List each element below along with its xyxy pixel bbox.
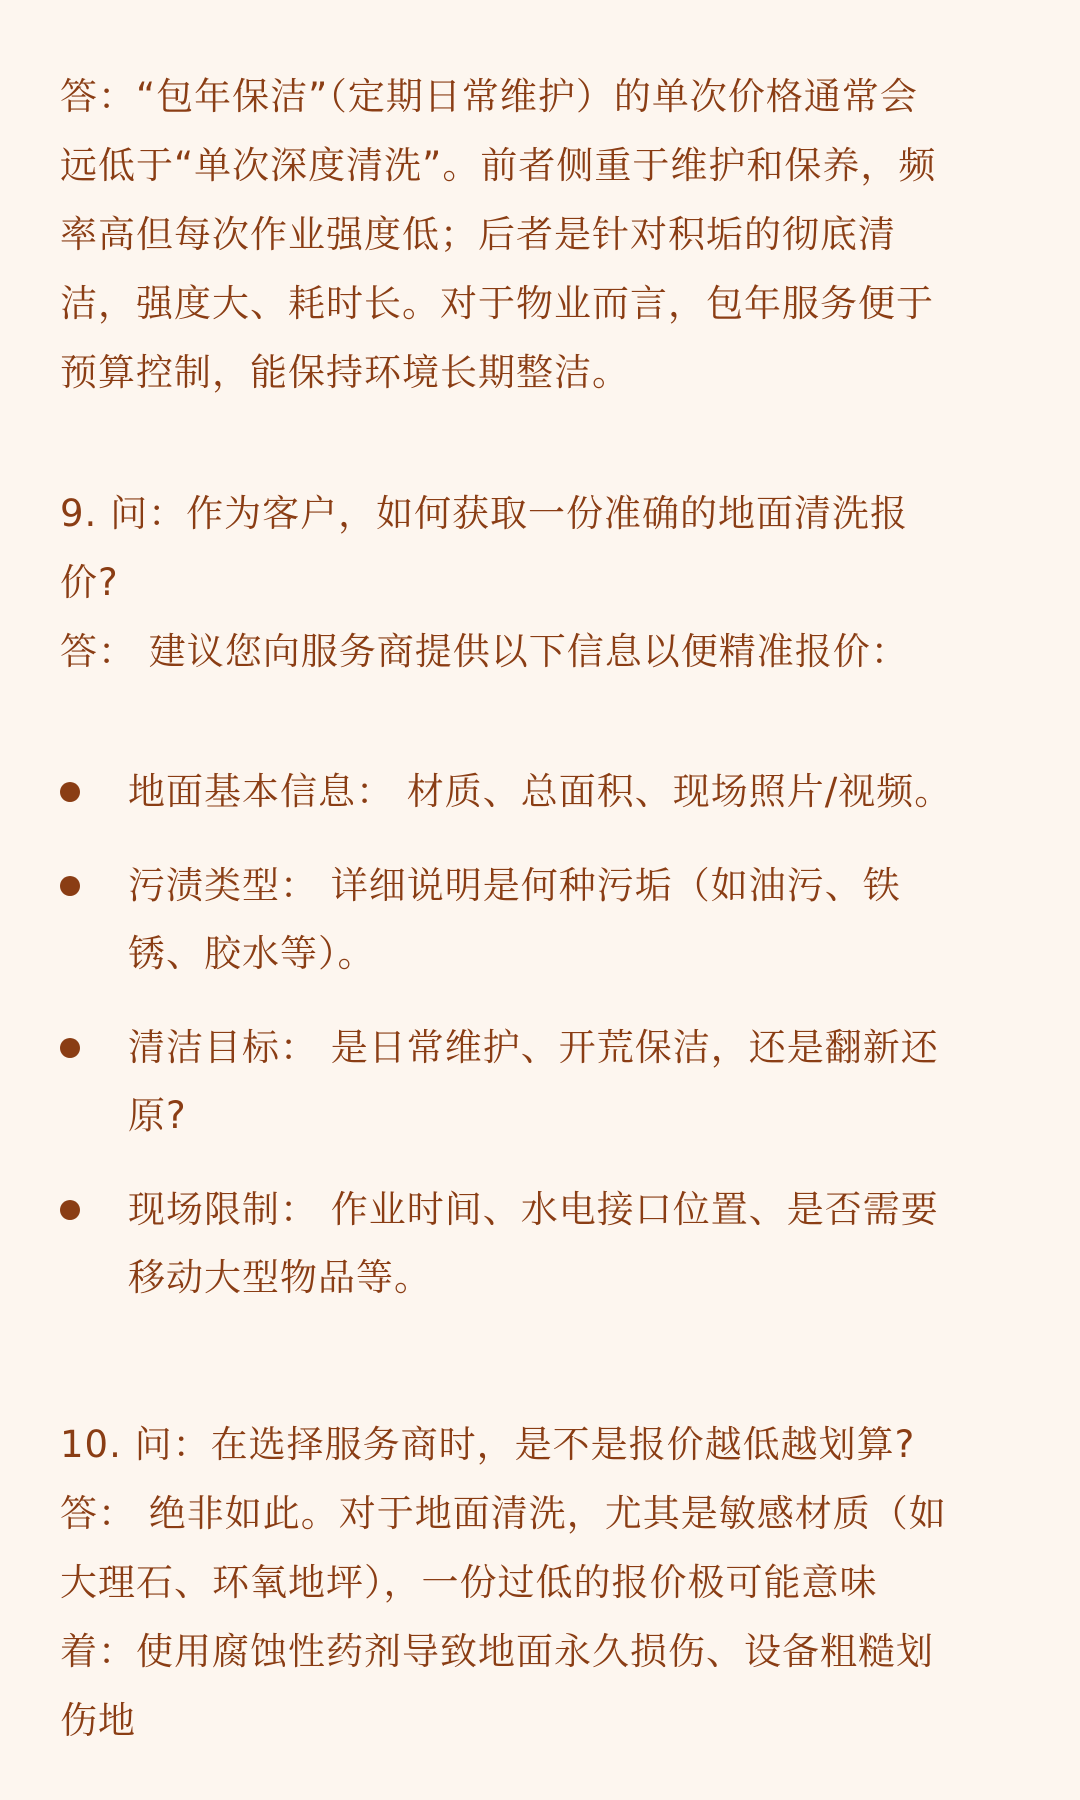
list-item-text: 现场限制： 作业时间、水电接口位置、是否需要 [128,1188,939,1231]
list-item [60,758,1020,826]
list-item-text: 地面基本信息： 材质、总面积、现场照片/视频。 [128,770,953,813]
list-item-text: 移动大型物品等。 [128,1256,432,1299]
bullet-dot-icon [60,1200,80,1220]
answer-line: 答： 绝非如此。对于地面清洗，尤其是敏感材质（如 [60,1492,947,1535]
list-item [60,852,1020,988]
answer-line: 答：“包年保洁”（定期日常维护）的单次价格通常会 [60,75,918,118]
bullet-dot-icon [60,1038,80,1058]
answer-9: 答： 建议您向服务商提供以下信息以便精准报价： [60,630,909,673]
answer-line: 远低于“单次深度清洗”。前者侧重于维护和保养，频 [60,144,937,187]
answer-line: 洁，强度大、耗时长。对于物业而言，包年服务便于 [60,282,934,325]
answer-line: 伤地 [60,1699,136,1742]
bullet-dot-icon [60,782,80,802]
list-item [60,1176,1020,1312]
list-item-text: 原? [128,1094,187,1137]
spacer [60,407,1020,479]
list-item-text: 污渍类型： 详细说明是何种污垢（如油污、铁 [128,864,901,907]
question-line: 价? [60,561,119,604]
answer-line: 大理石、环氧地坪），一份过低的报价极可能意味 [60,1561,878,1604]
spacer [60,686,1020,758]
info-list [60,758,1020,1312]
intro-answer [60,62,1020,407]
bullet-dot-icon [60,876,80,896]
list-item-text: 锈、胶水等）。 [128,932,376,975]
question-10 [60,1410,1020,1755]
spacer [60,1338,1020,1410]
list-item [60,1014,1020,1150]
question-9 [60,479,1020,686]
question-line: 10. 问：在选择服务商时，是不是报价越低越划算? [60,1423,916,1466]
list-item-text: 清洁目标： 是日常维护、开荒保洁，还是翻新还 [128,1026,939,1069]
question-line: 9. 问：作为客户，如何获取一份准确的地面清洗报 [60,492,909,535]
answer-line: 率高但每次作业强度低；后者是针对积垢的彻底清 [60,213,896,256]
answer-line: 预算控制，能保持环境长期整洁。 [60,351,630,394]
answer-line: 着：使用腐蚀性药剂导致地面永久损伤、设备粗糙划 [60,1630,934,1673]
